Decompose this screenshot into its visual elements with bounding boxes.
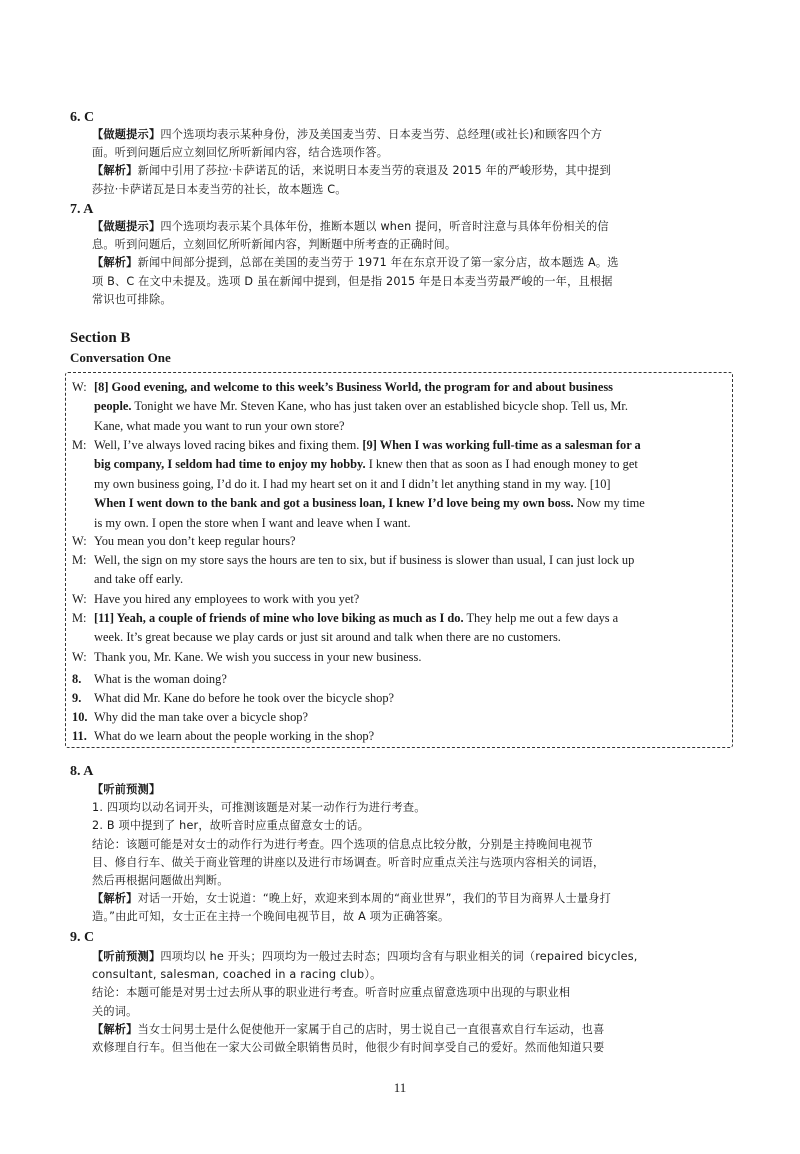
q7-answer: A xyxy=(83,202,94,217)
q6-answer: C xyxy=(84,110,95,125)
section-subtitle: Conversation One xyxy=(70,350,171,365)
q7-hint: 【做题提示】四个选项均表示某个具体年份，推断本题以 when 提问，听音时注意与具体年份相关的信 息。听到问题后，立刻回忆所听新闻内容，判断题中所考查的正确时间。 【解析】新闻中间部分提到，总部在美国的麦当劳于 1971 年在东京开设了第一家分店，故本题选 A。选 项 B、C 在文中未提及。选项 D 虽在新闻中提到，但是指 2015 年是日本麦当劳最严峻的一年，且根据 常识也可排除。 xyxy=(92,220,619,306)
question-11: 11. What do we learn about the people working in the shop? xyxy=(72,729,375,743)
transcript-line-m2: M: Well, the sign on my store says the hours are ten to six, but if business is slower than usual, I can just lock up and take off early. xyxy=(72,553,635,587)
transcript-line-m3: M: [11] Yeah, a couple of friends of mine who love biking as much as I do. They help me out a few days a week. It’s great because we play cards or just sit around and talk when there are no customers. xyxy=(72,611,619,645)
q8-analysis: 【听前预测】 1. 四项均以动名词开头，可推测该题是对某一动作行为进行考查。 2. B 项中提到了 her，故听音时应重点留意女士的话。 结论：该题可能是对女士的动作行为进行考查。四个选项的信息点比较分散，分别是主持晚间电视节 目、修自行车、做关于商业管理的讲座以及进行市场调查。听音时应重点关注与选项内容相关的词语， 然后再根据问题做出判断。 【解析】对话一开始，女士说道：“晚上好，欢迎来到本周的“商业世界”，我们的节目为商界人士量身打 造。”由此可知，女士正在主持一个晚间电视节目，故 A 项为正确答案。 xyxy=(92,783,612,924)
question-10: 10. Why did the man take over a bicycle shop? xyxy=(72,710,309,724)
q6-hint: 【做题提示】四个选项均表示某种身份，涉及美国麦当劳、日本麦当劳、总经理(或社长)和顾客四个方 面。听到问题后应立刻回忆所听新闻内容，结合选项作答。 【解析】新闻中引用了莎拉·卡萨诺瓦的话，来说明日本麦当劳的衰退及 2015 年的严峻形势，其中提到 莎拉·卡萨诺瓦是日本麦当劳的社长，故本题选 C。 xyxy=(92,128,611,196)
q7-number: 7. A xyxy=(70,202,94,217)
transcript-line-w2: W: You mean you don’t keep regular hours? xyxy=(72,534,296,548)
q6-number: 6. C xyxy=(70,110,95,125)
q9-number: 9. C xyxy=(70,930,95,945)
transcript-line-w3: W: Have you hired any employees to work with you yet? xyxy=(72,592,360,606)
page-number: 11 xyxy=(393,1080,407,1095)
q9-answer: C xyxy=(84,930,95,945)
transcript-line-m1: M: Well, I’ve always loved racing bikes and fixing them. [9] When I was working full-time as a salesman for a big company, I seldom had time to enjoy my hobby. I knew then that as soon as I had enough money to get my own business going, I’d do it. I had my heart set on it and I didn’t let anything stand in my way. [10] When I went down to the bank and got a business loan, I knew I’d love being my own boss. Now my time is my own. I open the store when I want and leave when I want. xyxy=(72,438,645,530)
transcript-line-w1: W: [8] Good evening, and welcome to this week’s Business World, the program for and about business people. Tonight we have Mr. Steven Kane, who has just taken over an established bicycle shop. Tell us, Mr. Kane, what made you want to run your own store? xyxy=(72,380,628,433)
section-title: Section B xyxy=(70,330,131,346)
question-9: 9. What did Mr. Kane do before he took over the bicycle shop? xyxy=(72,691,395,705)
q8-answer: A xyxy=(83,764,94,779)
q9-analysis: 【听前预测】四项均以 he 开头；四项均为一般过去时态；四项均含有与职业相关的词（repaired bicycles, consultant, salesman, coached in a racing club）。 结论：本题可能是对男士过去所从事的职业进行考查。听音时应重点留意选项中出现的与职业相 关的词。 【解析】当女士问男士是什么促使他开一家属于自己的店时，男士说自己一直很喜欢自行车运动，也喜 欢修理自行车。但当他在一家大公司做全职销售员时，他很少有时间享受自己的爱好。然而他知道只要 xyxy=(92,950,638,1055)
question-8: 8. What is the woman doing? xyxy=(72,672,227,686)
transcript-line-w4: W: Thank you, Mr. Kane. We wish you success in your new business. xyxy=(72,650,422,664)
q8-number: 8. A xyxy=(70,764,94,779)
